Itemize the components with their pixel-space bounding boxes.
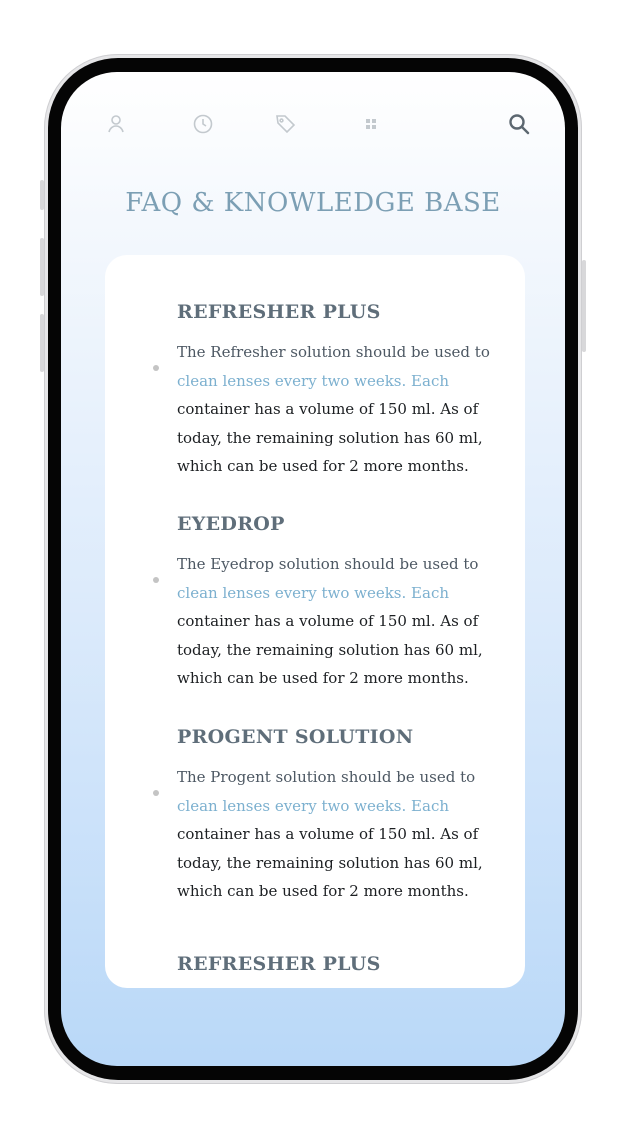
- faq-title: EYEDROP: [177, 513, 285, 535]
- faq-answer: [177, 763, 497, 906]
- faq-answer-line: container has a volume of 150 ml. As of: [177, 612, 479, 630]
- bullet-dot: [153, 790, 159, 796]
- faq-title: REFRESHER PLUS: [177, 953, 381, 975]
- faq-title: REFRESHER PLUS: [177, 301, 381, 323]
- faq-answer-line: which can be used for 2 more months.: [177, 457, 469, 475]
- faq-answer-line: The Progent solution should be used to: [177, 768, 476, 786]
- page-title: FAQ & KNOWLEDGE BASE: [125, 188, 501, 218]
- faq-answer: [177, 550, 497, 693]
- faq-answer-line: container has a volume of 150 ml. As of: [177, 825, 479, 843]
- bullet-dot: [153, 365, 159, 371]
- faq-answer-line: which can be used for 2 more months.: [177, 669, 469, 687]
- search-icon[interactable]: [507, 112, 531, 136]
- phone-side-button-power: [582, 260, 586, 352]
- faq-answer-highlight: clean lenses every two weeks. Each: [177, 796, 449, 815]
- faq-answer-line: container has a volume of 150 ml. As of: [177, 400, 479, 418]
- faq-answer-line: today, the remaining solution has 60 ml,: [177, 428, 483, 447]
- faq-answer-line: today, the remaining solution has 60 ml,: [177, 853, 483, 872]
- bullet-dot: [153, 577, 159, 583]
- faq-answer-line: which can be used for 2 more months.: [177, 882, 469, 900]
- tag-icon[interactable]: [274, 112, 298, 136]
- clock-icon[interactable]: [191, 112, 215, 136]
- faq-answer-line: The Refresher solution should be used to: [177, 343, 490, 361]
- top-navigation-bar: [61, 112, 565, 144]
- phone-side-button-volume-down: [40, 314, 44, 372]
- faq-answer-line: The Eyedrop solution should be used to: [177, 555, 479, 573]
- phone-side-button-volume-up: [40, 238, 44, 296]
- faq-title: PROGENT SOLUTION: [177, 726, 414, 748]
- faq-card: [105, 255, 525, 988]
- app-screen: [61, 72, 565, 1066]
- faq-answer-line: today, the remaining solution has 60 ml,: [177, 640, 483, 659]
- grid-icon[interactable]: [359, 112, 383, 136]
- faq-answer-highlight: clean lenses every two weeks. Each: [177, 583, 449, 602]
- faq-answer: [177, 338, 497, 481]
- user-icon[interactable]: [104, 112, 128, 136]
- faq-answer-highlight: clean lenses every two weeks. Each: [177, 371, 449, 390]
- phone-side-button-mute: [40, 180, 44, 210]
